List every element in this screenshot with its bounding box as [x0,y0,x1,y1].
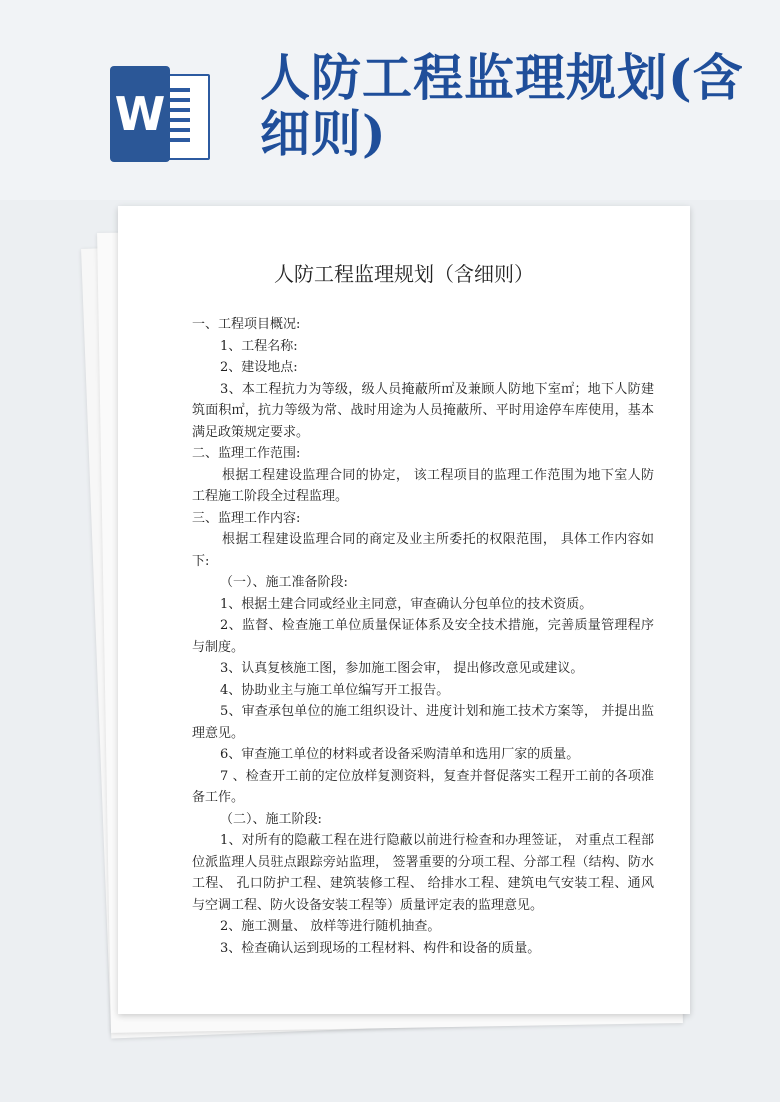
document-title: 人防工程监理规划（含细则） [274,262,534,286]
word-letter-badge: W [110,66,170,162]
document-paragraph: 根据工程建设监理合同的商定及业主所委托的权限范围， 具体工作内容如下: [192,532,654,569]
document-paragraph: 1、对所有的隐蔽工程在进行隐蔽以前进行检查和办理签证， 对重点工程部位派监理人员驻点跟踪旁站监理， 签署重要的分项工程、分部工程（结构、防水工程、 孔口防护工程、建筑装修工程、 给排水工程、建筑电气安装工程、通风与空调工程、防火设备安装工程等）质量评定表的监理意见。 [192,833,654,913]
document-paragraph: 根据工程建设监理合同的协定， 该工程项目的监理工作范围为地下室人防工程施工阶段全过程监理。 [192,467,654,504]
document-paragraph: 1、根据土建合同或经业主同意，审查确认分包单位的技术资质。 [220,596,593,612]
word-document-icon [110,66,210,162]
document-paragraph: 7 、检查开工前的定位放样复测资料，复查并督促落实工程开工前的各项准备工作。 [192,768,654,805]
document-paragraph: 2、建设地点: [220,360,298,375]
document-body [192,314,654,959]
document-paragraph: 一、工程项目概况: [192,317,301,332]
document-paragraph: 3、检查确认运到现场的工程材料、构件和设备的质量。 [220,940,541,956]
document-paragraph: 6、审查施工单位的材料或者设备采购清单和选用厂家的质量。 [220,747,580,762]
document-paragraph: （一）、施工准备阶段: [220,575,348,590]
document-paragraph: 3、本工程抗力为等级，级人员掩蔽所㎡及兼顾人防地下室㎡；地下人防建筑面积㎡，抗力等级为常、战时用途为人员掩蔽所、平时用途停车库使用，基本满足政策规定要求。 [192,381,654,440]
document-page [118,206,690,1014]
document-paragraph: 2、监督、检查施工单位质量保证体系及安全技术措施，完善质量管理程序与制度。 [192,618,654,655]
document-paragraph: 1、工程名称: [220,338,298,354]
document-paragraph: 2、施工测量、 放样等进行随机抽查。 [220,919,441,934]
document-paragraph: （二）、施工阶段: [220,811,322,827]
document-paragraph: 5、审查承包单位的施工组织设计、进度计划和施工技术方案等， 并提出监理意见。 [192,704,654,741]
banner-title: 人防工程监理规划(含细则) [260,48,744,163]
document-paragraph: 三、监理工作内容: [192,510,301,526]
document-paragraph: 3、认真复核施工图，参加施工图会审， 提出修改意见或建议。 [220,661,584,676]
document-paragraph: 二、监理工作范围: [192,446,301,461]
document-paragraph: 4、协助业主与施工单位编写开工报告。 [220,682,450,698]
